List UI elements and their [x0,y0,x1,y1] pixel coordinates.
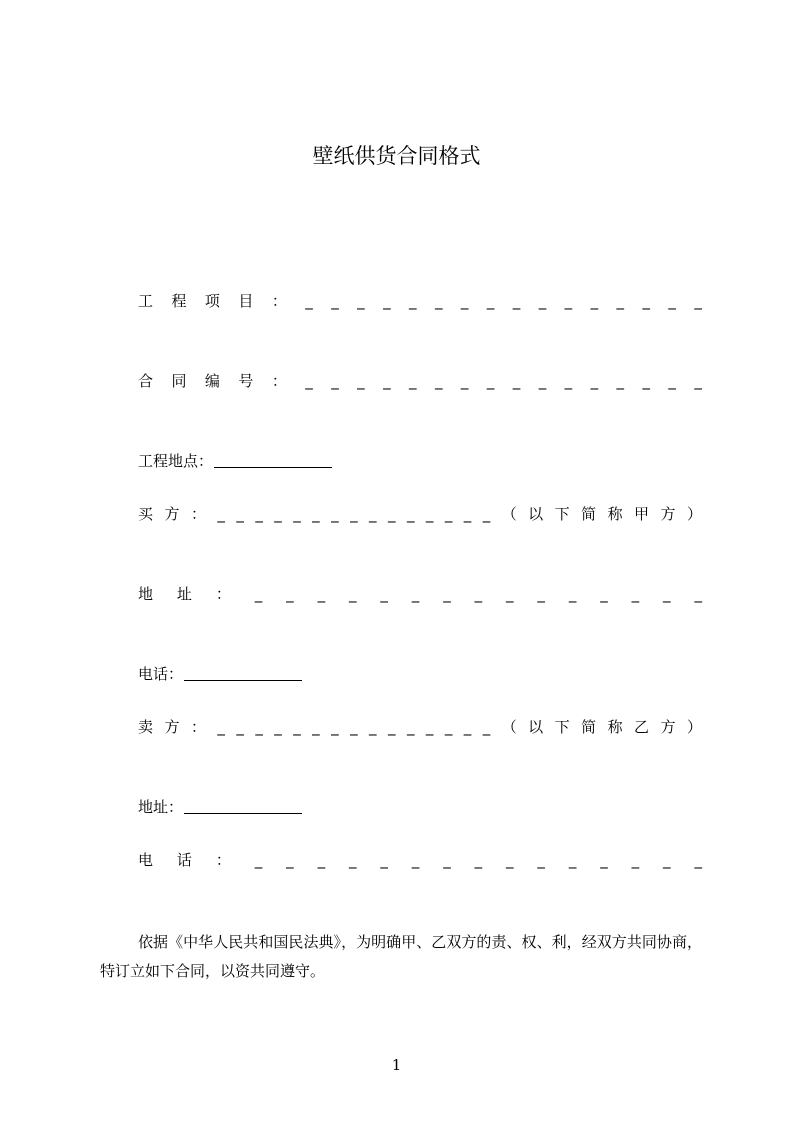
buyer-phone-label: 电话： [138,665,184,683]
seller-address-blank [184,812,302,814]
seller-address-line [138,797,302,817]
buyer-phone-blank [184,679,302,681]
document-title: 壁纸供货合同格式 [312,144,481,168]
seller-line: 卖 方 ： _ _ _ _ _ _ _ _ _ _ _ _ _ _ _ （ 以 下 简 称 乙 方 ） [138,718,702,736]
site-blank [214,466,332,468]
site-label: 工程地点： [138,452,214,470]
buyer-address-line: 地 址 ： _ _ _ _ _ _ _ _ _ _ _ _ _ _ _ [138,585,702,603]
buyer-phone-line [138,664,302,684]
seller-phone-line: 电 话 ： _ _ _ _ _ _ _ _ _ _ _ _ _ _ _ [138,851,702,869]
seller-address-label: 地址： [138,798,184,816]
buyer-line: 买 方 ： _ _ _ _ _ _ _ _ _ _ _ _ _ _ _ （ 以 下 简 称 甲 方 ） [138,505,702,523]
site-line [138,451,332,471]
page-number: 1 [391,1056,402,1074]
project-line: 工 程 项 目 ： _ _ _ _ _ _ _ _ _ _ _ _ _ _ _ _ [138,292,702,310]
contract-number-line: 合 同 编 号 ： _ _ _ _ _ _ _ _ _ _ _ _ _ _ _ _ [138,372,702,390]
intro-paragraph: 依据《中华人民共和国民法典》，为明确甲、乙双方的责、权、利，经双方共同协商，特订立如下合同，以资共同遵守。 [100,933,702,980]
